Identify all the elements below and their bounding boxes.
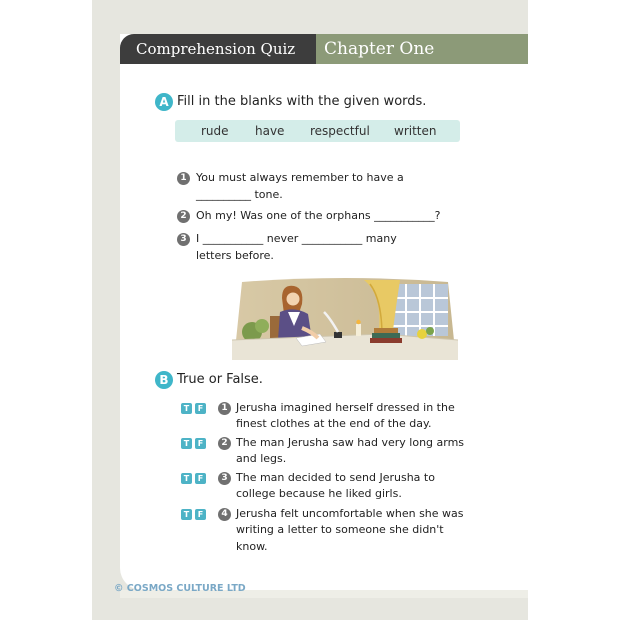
statement-2-line-2: and legs. (236, 452, 287, 465)
question-1-number: 1 (177, 172, 190, 185)
question-2-line-1: Oh my! Was one of the orphans ___________? (196, 209, 441, 222)
statement-2-number: 2 (218, 437, 231, 450)
statement-3-line-1: The man decided to send Jerusha to (236, 471, 435, 484)
true-checkbox-2[interactable]: T (181, 438, 192, 449)
section-a-badge: A (155, 93, 173, 111)
section-a-title: Fill in the blanks with the given words. (177, 94, 427, 109)
chapter-title: Chapter One (324, 39, 435, 59)
statement-4-line-2: writing a letter to someone she didn't (236, 523, 444, 536)
question-2-number: 2 (177, 210, 190, 223)
section-b-badge: B (155, 371, 173, 389)
statement-1-line-2: finest clothes at the end of the day. (236, 417, 432, 430)
girl-writing-illustration (232, 276, 458, 360)
false-checkbox-2[interactable]: F (195, 438, 206, 449)
question-1-line-2: __________ tone. (196, 188, 283, 201)
true-checkbox-3[interactable]: T (181, 473, 192, 484)
question-3-line-2: letters before. (196, 249, 274, 262)
quiz-title: Comprehension Quiz (136, 40, 296, 58)
word-bank-item: written (394, 124, 437, 138)
true-checkbox-4[interactable]: T (181, 509, 192, 520)
statement-4-line-1: Jerusha felt uncomfortable when she was (236, 507, 464, 520)
statement-1-number: 1 (218, 402, 231, 415)
false-checkbox-4[interactable]: F (195, 509, 206, 520)
statement-2-line-1: The man Jerusha saw had very long arms (236, 436, 465, 449)
word-bank (175, 120, 460, 142)
section-b-title: True or False. (177, 372, 263, 387)
false-checkbox-1[interactable]: F (195, 403, 206, 414)
copyright-notice: © COSMOS CULTURE LTD (114, 583, 246, 594)
true-checkbox-1[interactable]: T (181, 403, 192, 414)
chapter-bar (316, 34, 528, 64)
quiz-title-bar (120, 34, 316, 64)
question-3-number: 3 (177, 233, 190, 246)
statement-4-line-3: know. (236, 540, 268, 553)
question-3-line-1: I ___________ never ___________ many (196, 232, 397, 245)
statement-3-number: 3 (218, 472, 231, 485)
word-bank-item: rude (201, 124, 229, 138)
statement-4-number: 4 (218, 508, 231, 521)
question-1-line-1: You must always remember to have a (196, 171, 404, 184)
false-checkbox-3[interactable]: F (195, 473, 206, 484)
word-bank-item: respectful (310, 124, 370, 138)
statement-3-line-2: college because he liked girls. (236, 487, 402, 500)
statement-1-line-1: Jerusha imagined herself dressed in the (236, 401, 455, 414)
word-bank-item: have (255, 124, 285, 138)
